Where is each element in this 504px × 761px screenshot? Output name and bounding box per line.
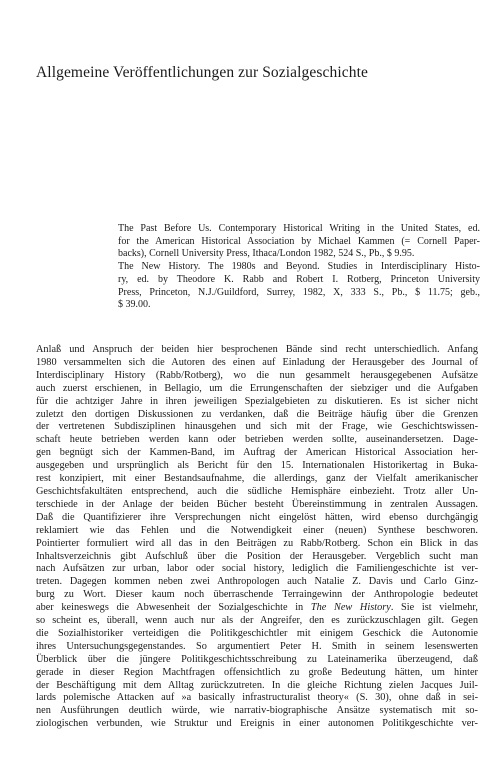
- bibliography-line: Press, Princeton, N.J./Guildford, Surrey, 1982, X, 333 S., Pb., $ 11.75; geb.,: [118, 286, 480, 298]
- body-line-segment: . Sie ist vielmehr,: [390, 602, 479, 614]
- body-line: auch zuerst erschienen, in Bellagio, um die Errungenschaften der siebziger und die Aufgaben: [36, 382, 478, 394]
- body-line: treten. Dagegen kommen neben zwei Anthropologen auch Natalie Z. Davis und Carlo Ginz-: [36, 576, 478, 588]
- body-line: Daß die Quantifizierer ihre Versprechungen nicht eingelöst hätten, wird ebenso durchgängig: [36, 511, 478, 523]
- bibliography-line: backs), Cornell University Press, Ithaca/London 1982, 524 S., Pb., $ 9.95.: [118, 248, 415, 260]
- body-line: [36, 602, 478, 615]
- body-line: schaft heute betrieben werden kann oder betrieben werden sollte, auseinandersetzen. Dage-: [36, 434, 478, 446]
- body-line: ausgegeben und ursprünglich als Bericht für den 15. Internationalen Historikertag in Buka-: [36, 460, 478, 472]
- body-line: burg zu Wort. Dieser kaum noch überraschende Terraingewinn der Anthropologie bedeutet: [36, 589, 478, 601]
- bibliography: [118, 223, 480, 312]
- body-line: die Sozialhistoriker verteidigen die Politikgeschichtler mit einigem Geschick die Autonomie: [36, 627, 478, 639]
- bibliography-line: $ 39.00.: [118, 299, 151, 311]
- body-line: Pointierter formuliert wird all das in den Beiträgen zu Rabb/Rotberg. Schon ein Blick in das: [36, 537, 478, 549]
- body-line: gerade in dieser Region Machtfragen offensichtlich zu große Bedeutung hätten, um hinter: [36, 666, 478, 678]
- body-line: lards polemische Attacken auf »a basically infrastructuralist theory« (S. 30), ohne daß in sei-: [36, 692, 478, 704]
- body-line: Geschichtsfakultäten entsprechend, auch die südliche Hemisphäre einbezieht. Trotz aller Un-: [36, 485, 478, 497]
- body-line-segment: aber keineswegs die Abwesenheit der Sozialgeschichte in: [36, 602, 304, 614]
- body-line: Anlaß und Anspruch der beiden hier besprochenen Bände sind recht unterschiedlich. Anfang: [36, 344, 478, 355]
- body-line: nen Ausführungen deutlich würde, wie narrativ-biographische Ansätze systematisch mit so-: [36, 705, 478, 717]
- body-line: gen begnügt sich der Kammen-Band, im Auftrag der American Historical Association her-: [36, 447, 478, 459]
- bibliography-entry-rabb-rotberg: [118, 261, 480, 312]
- body-line: der Beschäftigung mit dem Alltag zurückzutreten. In die gleiche Richtung zielen Jacques Juil-: [36, 679, 478, 691]
- body-line: terschiede in der Anlage der beiden Bücher besteht Übereinstimmung in zentralen Aussagen.: [36, 498, 478, 510]
- bibliography-line: ry, ed. by Theodore K. Rabb and Robert I. Rotberg, Princeton University: [118, 273, 480, 285]
- body-line: ihres Untersuchungsgegenstandes. So argumentiert Peter H. Smith in seinem lesenswerten: [36, 640, 478, 652]
- bibliography-line: The Past Before Us. Contemporary Historical Writing in the United States, ed.: [118, 223, 480, 234]
- body-line: rest konzipiert, mit einer Bestandsaufnahme, die allerdings, ganz der Vielfalt amerikanischer: [36, 473, 478, 485]
- section-title: Allgemeine Veröffentlichungen zur Sozialgeschichte: [36, 64, 368, 81]
- body-line: der vertretenen Subdisziplinen hinausgehen und sich mit der Frage, wie Geschichtswissen-: [36, 421, 478, 433]
- body-line: reklamiert wie das Fehlen und die Notwendigkeit einer (neuen) Synthese beschworen.: [36, 524, 478, 536]
- body-text: [36, 344, 478, 731]
- body-line: 1980 versammelten sich die Autoren des einen auf Einladung der Herausgeber des Journal of: [36, 356, 478, 368]
- body-line: Interdisciplinary History (Rabb/Rotberg), wo die nun gesammelt herausgegebenen Aufsätze: [36, 369, 478, 381]
- body-line: ziologischen verbunden, wie Struktur und Ereignis in einer autonomen Politikgeschichte ver-: [36, 718, 478, 730]
- bibliography-line: The New History. The 1980s and Beyond. Studies in Interdisciplinary Histo-: [118, 261, 480, 273]
- bibliography-line: for the American Historical Association by Michael Kammen (= Cornell Paper-: [118, 235, 480, 247]
- body-line: Inhaltsverzeichnis gibt Aufschluß über die Position der Herausgeber. Vergeblich sucht man: [36, 550, 478, 562]
- bibliography-entry-kammen: [118, 223, 480, 261]
- body-line: für die achtziger Jahre in ihren jeweiligen Spezialgebieten zu diskutieren. Es ist sicher nicht: [36, 395, 478, 407]
- book-title-italic: The New History: [310, 602, 391, 614]
- body-line: nach Aufsätzen zur urban, labor oder social history, lediglich die Familiengeschichte ist ver-: [36, 563, 478, 575]
- body-line: Überblick über die jüngere Politikgeschichtsschreibung zu Lateinamerika überzeugend, daß: [36, 653, 478, 665]
- body-line: zuletzt den dortigen Diskussionen zu verdanken, daß die Beiträge häufig über die Grenzen: [36, 408, 478, 420]
- body-line: so scheint es, überall, wenn auch nur als der Angreifer, den es zurückzuschlagen gilt. Gegen: [36, 615, 478, 627]
